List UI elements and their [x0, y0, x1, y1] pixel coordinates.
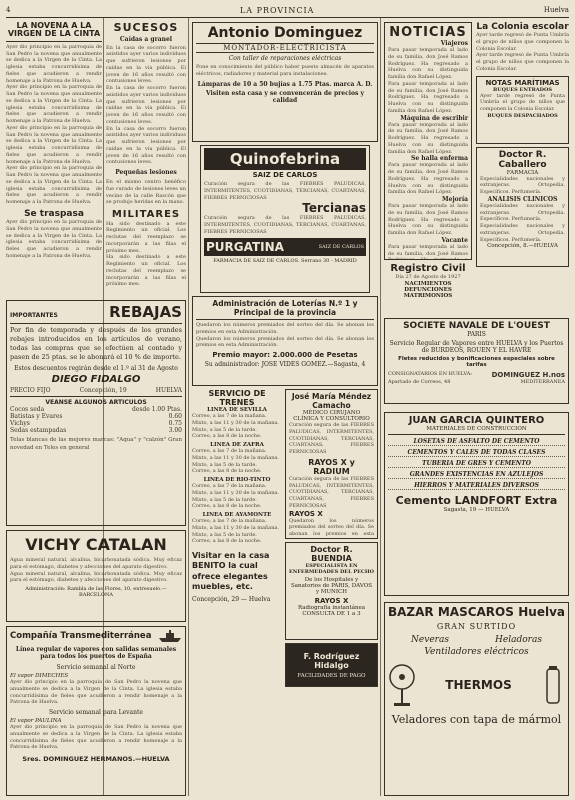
bazar-thermos: THERMOS: [445, 678, 512, 692]
column-5: [476, 22, 569, 312]
caballero-body-more: Especialidades nacionales y extranjeras. Ortopedia. Específicos. Perfumería.: [480, 223, 565, 243]
buendia-rayos: RAYOS X: [314, 597, 349, 605]
navale-dominguez: DOMINGUEZ H.nos: [491, 371, 565, 379]
rebajas-note: Estos descuentos regirán desde el 1.º al 31 de Agosto: [14, 365, 178, 373]
buendia-ad: [285, 542, 378, 640]
trenes-list: [192, 413, 282, 440]
trenes-list-ayamonte: [192, 518, 282, 545]
transmediterranea-ad: [6, 626, 186, 796]
antonio-lamparas: Lámparas de 10 a 50 bujías a 1.75 Ptas. marca A. D.: [197, 80, 373, 88]
juan-item: HIERROS Y MATERIALES DIVERSOS: [388, 482, 565, 490]
bazar-veladores: Veladores con tapa de mármol: [391, 713, 562, 726]
train-entry: Mixto, a las 5 de la tarde.: [192, 461, 257, 468]
purgatina-sub: SAIZ DE CARLOS: [318, 243, 364, 250]
noticias-viajeros: Viajeros: [440, 40, 468, 47]
train-entry: Correo, a las 7 de la mañana.: [192, 518, 267, 524]
benito-ad: Visitar en la casa BENITO la cual ofrece elegantes muebles, etc.: [192, 551, 270, 592]
navale-title: SOCIETE NAVALE DE L'OUEST: [403, 321, 550, 331]
militares-heading: MILITARES: [111, 209, 181, 221]
train-entry: Mixto, a las 5 de la tarde.: [192, 426, 257, 433]
train-entry: Correo, a las 8 de la noche.: [192, 503, 262, 510]
quino-maker: SAIZ DE CARLOS: [252, 171, 318, 179]
quinofebrina-ad: [200, 145, 370, 293]
colonia-article: Ayer tarde regresó de Punta Umbría el grupo de niños que componen la Colonia Escolar.: [476, 32, 569, 52]
rebajas-item-value: 0.60: [168, 413, 182, 421]
rodriguez-ad: [285, 643, 378, 687]
compania-text-1: Ayer dio principio en la parroquia de San Pedro la novena que anualmente se dedica a la Virgen de la Cinta. La iglesia estaba concurridísima de fieles que acudieron a rendir homenaje a la Patrona de Huelva.: [10, 679, 182, 706]
rebajas-kicker: IMPORTANTES: [10, 312, 58, 319]
train-entry: Correo, a las 7 de la mañana.: [192, 483, 267, 489]
doctors-column: [285, 389, 378, 690]
loterias-admin: Su administrador: JOSE VIDES GOMEZ.—Sagasta, 4: [204, 361, 366, 368]
navale-body: Servicio Regular de Vapores entre HUELVA y los Puertos de BURDEOS, ROUEN Y EL HAVRE: [389, 340, 564, 354]
quino-body-cont: Curación segura de las FIEBRES PALUDICAS, INTERMITENTES, CUOTIDIANAS, TERCIANAS, CUARTANAS, FIEBRES PERNICIOSAS: [204, 215, 366, 235]
rebajas-articulos-heading: VEANSE ALGUNOS ARTICULOS: [45, 399, 147, 407]
antonio-montador: MONTADOR-ELECTRICISTA: [196, 43, 374, 53]
vichy-title: VICHY CATALAN: [25, 535, 167, 554]
mendez-body: Curación segura de las FIEBRES PALUDICAS, INTERMITENTES, CUOTIDIANAS, TERCIANAS, CUARTANAS, FIEBRES PERNICIOSAS: [289, 422, 374, 455]
loterias-body-cont: Quedaron los números premiados del sorteo del día. Se abonan los premios en esta Administración.: [196, 335, 374, 349]
bazar-city: Huelva: [518, 605, 565, 619]
column-rule: [380, 18, 381, 796]
juan-title: JUAN GARCIA QUINTERO: [408, 415, 545, 426]
noticias-maquina-body: Para pasar temporada al lado de su familia, don José Ramos Rodríguez. Ha regresado a Huelva con su distinguida familia don Rafael López.: [388, 121, 468, 155]
juan-item: GRANDES EXISTENCIAS EN AZULEJOS: [388, 471, 565, 479]
registro-defunciones: DEFUNCIONES: [404, 286, 452, 293]
trenes-heading: SERVICIO DE TRENES: [208, 389, 266, 407]
masthead-city: Huelva: [543, 6, 569, 14]
rebajas-body: Por fin de temporada y después de los grandes rebajes introducidos en los artículos de verano, todas las compras que se efectúen al contado y pasen de 25 ptas. se le abonará el 10 % de importe.: [10, 326, 182, 362]
mendez-body-more: Quedaron los números premiados del sorteo del día. Se abonan los premios en esta: [289, 517, 374, 537]
rebajas-item-label: Sedas estampadas: [10, 427, 67, 435]
train-entry: Mixto, a las 5 de la tarde.: [192, 496, 257, 503]
colonia-article-cont: Ayer tarde regresó de Punta Umbría el grupo de niños que componen la Colonia Escolar.: [476, 52, 569, 72]
antonio-taller: Con taller de reparaciones eléctricas: [228, 55, 342, 62]
train-entry: Correo, a las 8 de la noche.: [192, 468, 262, 475]
mendez-medico: MÉDICO CIRUJANO: [302, 410, 361, 416]
registro-matrimonios: MATRIMONIOS: [403, 292, 453, 299]
page-number: 4: [6, 6, 11, 14]
quino-body: Curación segura de las FIEBRES PALUDICAS, INTERMITENTES, CUOTIDIANAS, TERCIANAS, CUARTANAS, FIEBRES PERNICIOSAS: [204, 181, 366, 201]
pequenas-heading: Pequeñas lesiones: [115, 169, 177, 177]
caballero-farmacia: FARMACIA: [506, 169, 539, 176]
juan-item: LOSETAS DE ASFALTO DE CEMENTO: [388, 438, 565, 446]
masthead: [6, 3, 569, 18]
train-entry: Mixto, a las 11 y 30 de la mañana.: [192, 489, 279, 496]
train-entry: Correo, a las 8 de la noche.: [192, 538, 262, 545]
caballero-body-cont: Especialidades nacionales y extranjeras. Ortopedia. Específicos. Perfumería.: [480, 202, 565, 223]
loterias-title: Administración de Loterías N.º 1 y Principal de la provincia: [212, 299, 358, 317]
column-4: [384, 22, 472, 312]
rebajas-items-note: Telas blancas de las mejores marcas: "Aqua" y "calzón" Gran novedad en Teles en general: [10, 437, 182, 451]
trenes-linea-zafra: LINEA DE ZAFRA: [210, 442, 264, 448]
compania-vapor-1: El vapor DIMECHES: [10, 673, 69, 679]
bazar-ventiladores: Ventiladores eléctricos: [424, 647, 529, 657]
traspasa-body: Ayer dio principio en la parroquia de San Pedro la novena que anualmente se dedica a la Virgen de la Cinta. La iglesia estaba concurridísima de fieles que acudieron a rendir homenaje a la Patrona de Huelva.: [6, 219, 102, 259]
compania-servicio-levante: Servicio semanal para Levante: [49, 709, 143, 716]
bazar-surtido: GRAN SURTIDO: [436, 622, 517, 631]
train-entry: Correo, a las 7 de la mañana.: [192, 448, 267, 454]
column-3: [192, 22, 378, 798]
bazar-heladoras: Heladoras: [495, 635, 542, 645]
caballero-analisis: ANALISIS CLINICOS: [487, 195, 558, 203]
mendez-hayos: RAYOS X: [289, 509, 323, 518]
vichy-ad: [6, 530, 186, 622]
notas-heading: NOTAS MARÍTIMAS: [485, 78, 560, 87]
rebajas-title: REBAJAS: [109, 303, 182, 321]
militares-article-cont: Ha sido destinado a este Regimiento un oficial. Los reclutas del reemplazo se incorporarán a las filas el próximo mes.: [106, 254, 186, 288]
trenes-linea-riotinto: LINEA DE RIO-TINTO: [203, 477, 271, 483]
rebajas-item-label: Vichys: [10, 420, 30, 428]
rebajas-item-value: 0.75: [168, 420, 182, 428]
benito-address: Concepción, 29 — Huelva: [192, 595, 271, 603]
mendez-clinica: CLÍNICA Y CONSULTORIO: [293, 416, 370, 422]
noticias-article: Para pasar temporada al lado de su familia, don José Ramos Rodríguez. Ha regresado a Huelva con su distinguida familia don Rafael López.: [388, 47, 468, 80]
rebajas-item: [10, 427, 182, 434]
train-entry: Mixto, a las 11 y 30 de la mañana.: [192, 454, 279, 461]
rebajas-city: HUELVA: [155, 387, 182, 395]
caballero-address: Concepción, 8.—HUELVA: [487, 243, 558, 250]
train-entry: Correo, a las 8 de la noche.: [192, 433, 262, 440]
noticias-enferma: Se halla enferma: [411, 155, 468, 163]
registro-nacimientos: NACIMIENTOS: [404, 280, 452, 287]
traspasa-heading: Se traspasa: [24, 208, 84, 219]
mendez-rayos: RAYOS X y RADIUM: [308, 457, 355, 476]
juan-materiales: MATERIALES DE CONSTRUCCION: [426, 426, 527, 432]
buendia-title: Doctor R. BUENDIA: [310, 545, 353, 563]
column-rule: [188, 18, 189, 796]
juan-item: CEMENTOS Y CALES DE TODAS CLASES: [388, 449, 565, 457]
purgatina-title: PURGATINA: [206, 239, 284, 254]
noticias-maquina: Máquina de escribir: [400, 114, 468, 122]
colonia-heading: La Colonia escolar: [476, 22, 569, 32]
rebajas-item-list: [10, 406, 182, 434]
sucesos-article-cont: En la casa de socorro fueron asistidos ayer varios individuos que sufrieron lesiones por caídas en la vía pública. El joven de 16 años resultó con contusiones leves.: [106, 85, 186, 125]
compania-vapor-2: El vapor PAULINA: [10, 718, 62, 724]
caballero-body: Especialidades nacionales y extranjeras. Ortopedia. Específicos. Perfumería.: [480, 175, 565, 195]
juan-garcia-ad: [384, 412, 569, 596]
navale-mediterranea: MEDITERRANEA: [520, 379, 565, 385]
rebajas-item-label: Batistas y Evares: [10, 413, 63, 421]
rebajas-address: Concepción, 19: [79, 387, 127, 395]
notas-despachados: BUQUES DESPACHADOS: [487, 112, 558, 119]
novena-heading: LA NOVENA A LA VIRGEN DE LA CINTA: [7, 22, 101, 39]
rodriguez-facilidades: FACILIDADES DE PAGO: [297, 673, 366, 679]
noticias-mejoria-body: Para pasar temporada al lado de su familia, don José Ramos Rodríguez. Ha regresado a Huelva con su distinguida familia don Rafael López.: [388, 203, 468, 236]
notas-maritimas: [476, 76, 569, 144]
rodriguez-title: F. Rodríguez Hidalgo: [303, 652, 360, 670]
trenes-list-riotinto: [192, 483, 282, 510]
compania-title: Compañía Transmediterránea: [10, 631, 152, 641]
noticias-vacante-body: Para pasar temporada al lado de su familia, don José Ramos: [388, 243, 468, 257]
juan-item-list: [388, 438, 565, 490]
train-entry: Correo, a las 7 de la mañana.: [192, 413, 267, 419]
rebajas-item-value: desde 1.00 Ptas.: [131, 406, 182, 414]
noticias-enferma-body: Para pasar temporada al lado de su familia, don José Ramos Rodríguez. Ha regresado a Huelva con su distinguida familia don Rafael López.: [388, 162, 468, 196]
trenes-linea-ayamonte: LINEA DE AYAMONTE: [202, 512, 272, 518]
caballero-ad: [476, 147, 569, 267]
noticias-vacante: Vacante: [441, 236, 468, 244]
compania-servicio-norte: Servicio semanal al Norte: [56, 664, 136, 671]
rebajas-item-label: Cocos seda: [10, 406, 45, 414]
buendia-especialista: ESPECIALISTA EN ENFERMEDADES DEL PECHO: [289, 563, 374, 575]
rebajas-item: [10, 413, 182, 420]
rebajas-item: [10, 406, 182, 413]
trenes-list-zafra: [192, 448, 282, 475]
mendez-ad: [285, 389, 378, 539]
cemento-address: Sagasta, 19 — HUELVA: [443, 507, 510, 513]
pequenas-article: En el mismo centro benéfico fue curado de lesiones leves un vecino de la calle Rascón que se produjo heridas en la mano.: [106, 179, 186, 206]
rebajas-item-value: 3.00: [168, 427, 182, 435]
train-entry: Mixto, a las 11 y 30 de la mañana.: [192, 524, 279, 531]
rebajas-precio-fijo: PRECIO FIJO: [10, 387, 51, 395]
buendia-radiografia: Radiografía instantánea: [297, 605, 366, 611]
compania-footer: Sres. DOMINGUEZ HERMANOS.—HUELVA: [22, 755, 170, 763]
quino-title: Quinofebrina: [204, 148, 366, 170]
loterias-ad: [192, 296, 378, 386]
fan-icon: [388, 663, 416, 707]
vichy-admin: Administración: Rambla de las Flores, 10, entresuelo.—BARCELONA: [25, 586, 167, 598]
thermos-icon: [541, 665, 565, 705]
registro-heading: Registro Civil: [390, 263, 466, 274]
compania-text-2: Ayer dio principio en la parroquia de San Pedro la novena que anualmente se dedica a la Virgen de la Cinta. La iglesia estaba concurridísima de fieles que acudieron a rendir homenaje a la Patrona de Huelva.: [10, 724, 182, 751]
antonio-body: Pone en conocimiento del público haber puesto almacén de aparatos eléctricos, radiadores y material para instalaciones.: [196, 64, 374, 77]
buendia-body: De los Hospitales y Sanatorios de PARIS, DAVOS y MUNICH: [291, 577, 372, 595]
bazar-mascaros-ad: [384, 602, 569, 796]
quino-tercianas: Tercianas: [302, 201, 366, 216]
noticias-box: [384, 22, 472, 260]
novena-article-cont: Ayer dio principio en la parroquia de San Pedro la novena que anualmente se dedica a la Virgen de la Cinta. La iglesia estaba concurridísima de fieles que acudieron a rendir homenaje a la Patrona de Huelva.: [6, 124, 102, 165]
rebajas-item: [10, 420, 182, 427]
vichy-body-cont: Agua mineral natural, alcalina, bicarbonatada sódica. Muy eficaz para el estómago, diabetes y afecciones del aparato digestivo.: [10, 570, 182, 584]
quino-farmacia: FARMACIA DE SAIZ DE CARLOS. Serrano 30 - MADRID: [213, 257, 357, 264]
compania-body: Línea regular de vapores con salidas semanales para todos los puertos de España: [15, 646, 177, 660]
rebajas-ad: [6, 300, 186, 526]
novena-article: Ayer dio principio en la parroquia de San Pedro la novena que anualmente se dedica a la Virgen de la Cinta. La iglesia estaba concurridísima de fieles que acudieron a rendir homenaje a la Patrona de Huelva.: [6, 43, 102, 84]
ship-icon: [158, 629, 182, 643]
caballero-title: Doctor R. Caballero: [498, 149, 547, 170]
loterias-body: Quedaron los números premiados del sorteo del día. Se abonan los premios en esta Administración.: [196, 322, 374, 335]
navale-consignatarios: CONSIGNATARIOS EN HUELVA:: [388, 371, 473, 377]
novena-article-cont: Ayer dio principio en la parroquia de San Pedro la novena que anualmente se dedica a la Virgen de la Cinta. La iglesia estaba concurridísima de fieles que acudieron a rendir homenaje a la Patrona de Huelva.: [6, 165, 102, 206]
bazar-neveras: Neveras: [411, 635, 449, 645]
navale-paris: PARIS: [467, 331, 486, 338]
antonio-visiten: Visiten esta casa y se convencerán de precios y calidad: [205, 89, 365, 104]
vichy-body: Agua mineral natural, alcalina, bicarbonatada sódica. Muy eficaz para el estómago, diabetes y afecciones del aparato digestivo.: [10, 557, 182, 570]
sucesos-article: En la casa de socorro fueron asistidos ayer varios individuos que sufrieron lesiones por caídas en la vía pública. El joven de 16 años resultó con contusiones leves.: [106, 44, 186, 85]
noticias-article-cont: Para pasar temporada al lado de su familia, don José Ramos Rodríguez. Ha regresado a Huelva con su distinguida familia don Rafael López.: [388, 80, 468, 114]
militares-article: Ha sido destinado a este Regimiento un oficial. Los reclutas del reemplazo se incorporarán a las filas el próximo mes.: [106, 220, 186, 254]
train-entry: Mixto, a las 11 y 30 de la mañana.: [192, 419, 279, 426]
notas-entrados: BUQUES ENTRADOS: [493, 86, 552, 93]
sucesos-heading: SUCESOS: [113, 22, 179, 34]
loterias-premio: Premio mayor: 2.000.000 de Pesetas: [212, 351, 358, 359]
navale-ad: [384, 318, 569, 404]
juan-item: TUBERIA DE GRES Y CEMENTO: [388, 460, 565, 468]
navale-apartado: Apartado de Correos, 48: [388, 379, 451, 385]
trenes-column: [192, 389, 282, 690]
newspaper-name: LA PROVINCIA: [239, 5, 315, 15]
train-entry: Mixto, a las 5 de la tarde.: [192, 531, 257, 538]
sucesos-article-cont: En la casa de socorro fueron asistidos ayer varios individuos que sufrieron lesiones por caídas en la vía pública. El joven de 16 años resultó con contusiones leves.: [106, 125, 186, 166]
rebajas-shop: DIEGO FIDALGO: [51, 374, 141, 386]
registro-date: Día 27 de Agosto de 1927: [395, 274, 461, 280]
mendez-body-cont: Curación segura de las FIEBRES PALUDICAS, INTERMITENTES, CUOTIDIANAS, TERCIANAS, CUARTANAS, FIEBRES PERNICIOSAS: [289, 475, 374, 509]
antonio-dominguez-ad: [192, 22, 378, 142]
notas-entrados-body: Ayer tarde regresó de Punta Umbría el grupo de niños que componen la Colonia Escolar.: [480, 92, 565, 112]
noticias-heading: NOTICIAS: [389, 25, 467, 40]
mendez-title: José María Méndez Camacho: [291, 392, 372, 410]
sucesos-subheading: Caídas a granel: [119, 35, 173, 43]
bazar-title: BAZAR MASCAROS: [388, 605, 514, 619]
navale-fletes: Fletes reducidos y bonificaciones especiales sobre tarifas: [398, 356, 555, 368]
buendia-consulta: CONSULTA DE 1 a 3: [302, 611, 361, 617]
trenes-linea-sevilla: LINEA DE SEVILLA: [207, 407, 267, 413]
novena-article-cont: Ayer dio principio en la parroquia de San Pedro la novena que anualmente se dedica a la Virgen de la Cinta. La iglesia estaba concurridísima de fieles que acudieron a rendir homenaje a la Patrona de Huelva.: [6, 84, 102, 125]
antonio-title: Antonio Dominguez: [207, 25, 363, 41]
noticias-mejoria: Mejoría: [442, 196, 468, 203]
cemento-title: Cemento LANDFORT Extra: [395, 494, 558, 507]
column-2: [106, 22, 186, 298]
